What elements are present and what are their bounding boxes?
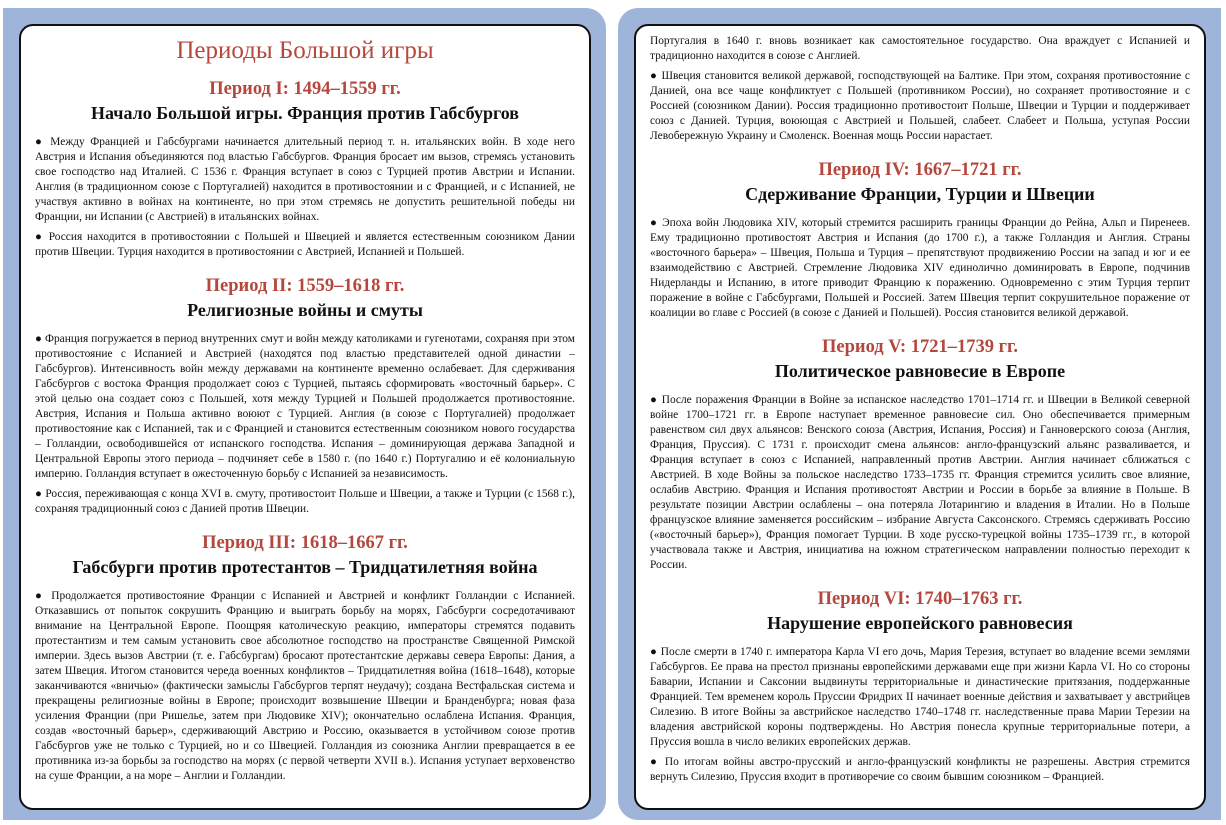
period-heading: Период VI: 1740–1763 гг. xyxy=(817,589,1023,609)
paragraph: ● После смерти в 1740 г. императора Карла VI его дочь, Мария Терезия, вступает во владение всеми землями Габсбургов. Ее права на престол признаны европейскими державами еще при жизни Карла VI. Но со стороны Баварии, Испании и Саксонии выдвинуты территориальные и династические притязания, поддержанные Францией. Тем временем король Пруссии Фридрих II начинает военные действия и захватывает у австрийцев Силезию. В итоге Войны за австрийское наследство 1740–1748 гг. наследственные права Марии Терезии на владения австрийской короны подтверждены. Но Австрия понесла крупные территориальные потери, а Пруссия вошла в число великих европейских держав. xyxy=(650,646,1190,748)
period-subtitle: Сдерживание Франции, Турции и Швеции xyxy=(745,184,1095,204)
paragraph: ● Франция погружается в период внутренних смут и войн между католиками и гугенотами, сохраняя при этом противостояние с Испанией и Австрией (находятся под властью представителей одной династии – Габсбургов). Интенсивность войн между державами на континенте временно ослабевает. Для сдерживания Габсбургов с востока Франция продолжает союз с Турцией, пытаясь сформировать «восточный барьер». С этой целью она создает союз с Польшей, хотя между Турцией и Польшей продолжается противостояние. Австрия, Испания и Польша активно воюют с Турцией. Англия (в союзе с Португалией) продолжает противостояние как с Испанией, так и с Францией и становится естественным союзником нового государства – Голландии, освободившейся от испанского господства. Испания – доминирующая держава Западной и Центральной Европы этого периода – подчиняет себе в 1580 г. (по 1640 г.) Португалию и её колониальную империю. Голландия вступает в ожесточенную борьбу с Испанией за независимость. xyxy=(35,333,575,480)
page-title: Периоды Большой игры xyxy=(176,37,434,64)
period-4 xyxy=(650,159,1190,321)
paragraph: ● Швеция становится великой державой, господствующей на Балтике. При этом, сохраняя противостояние с Данией, она все чаще конфликтует с Польшей (противником России), но сохраняет противостояние и с Россией (союзником Дании). Россия традиционно противостоит Польше, Швеции и Турции и поддерживает союз с Данией. Турция, воюющая с Австрией и Польшей, слабеет. Слабеет и Польша, уступая России Левобережную Украину и Смоленск. Военная мощь России нарастает. xyxy=(650,70,1190,142)
paragraph: ● Между Францией и Габсбургами начинается длительный период т. н. итальянских войн. В ходе него Австрия и Испания объединяются под властью Габсбургов. Франция бросает им вызов, стремясь установить свое господство над Италией. С 1536 г. Франция вступает в союз с Турцией против Австрии и Испании. Англия (в традиционном союзе с Португалией) находится в противостоянии и с Францией, и с Испанией, не участвуя активно в войнах на континенте, но при этом стремясь не допустить решительной победы ни Франции, ни Испании (с Австрией) в итальянских войнах. xyxy=(35,136,575,223)
period-1 xyxy=(35,78,575,260)
period-heading: Период IV: 1667–1721 гг. xyxy=(818,160,1022,180)
period-6 xyxy=(650,588,1190,785)
period-heading: Период V: 1721–1739 гг. xyxy=(822,337,1018,357)
paragraph: ● По итогам войны австро-прусский и англо-французский конфликты не разрешены. Австрия стремится вернуть Силезию, Пруссия входит в противоречие со своим бывшим союзником – Францией. xyxy=(650,756,1190,783)
period-subtitle: Начало Большой игры. Франция против Габсбургов xyxy=(91,103,519,123)
period-subtitle: Габсбурги против протестантов – Тридцатилетняя война xyxy=(72,557,538,577)
period-5 xyxy=(650,336,1190,573)
period-heading: Период I: 1494–1559 гг. xyxy=(209,79,401,99)
paragraph: ● Эпоха войн Людовика XIV, который стремится расширить границы Франции до Рейна, Альп и Пиренеев. Ему традиционно противостоят Австрия и Испания (до 1700 г.), а также Голландия и Англия. Страны «восточного барьера» – Швеция, Польша и Турция – препятствуют продвижению России на запад и юг и ее взаимодействию с Австрией. Стремление Людовика XIV единолично доминировать в Европе, подчинив Нидерланды и Испанию, в итоге приводит Францию к поражению. Одновременно с этим Турция терпит поражение в войне с Габсбургами, Польшей и Россией. Затем Швеция терпит сокрушительное поражение от коалиции во главе с Россией (в союзе с Данией и Польшей). Россия становится великой державой. xyxy=(650,217,1190,319)
period-subtitle: Нарушение европейского равновесия xyxy=(767,613,1073,633)
paragraph: ● Россия находится в противостоянии с Польшей и Швецией и является естественным союзником Дании против Швеции. Турция находится в противостоянии с Австрией, Испанией и Польшей. xyxy=(35,231,575,258)
paragraph: ● Продолжается противостояние Франции с Испанией и Австрией и конфликт Голландии с Испанией. Отказавшись от попыток сокрушить Францию и выиграть борьбу на морях, Габсбурги сосредотачивают внимание на Центральной Европе. Поощряя католическую реакцию, императоры стремятся подавить протестантизм и тем самым установить свое абсолютное господство на пространстве Священной Римской империи. Здесь вызов Австрии (т. е. Габсбургам) бросают протестантские державы севера Европы: Дания, а затем Швеция. Итогом становится череда военных конфликтов – Тридцатилетняя война (1618–1648), которые заканчиваются «вничью» (фактически замыслы Габсбургов терпят неудачу); создана Вестфальская система и прекращены религиозные войны в Европе; происходит возвышение Швеции и Бранденбурга; новая фаза усиления Франции (при Ришелье, затем при Людовике XIV); окончательно ослаблена Испания. Франция, создав «восточный барьер», сдерживающий Австрию и Россию, оказывается в устойчивом союзе против Габсбургов уже не только с Турцией, но и со Швецией. Голландия из союзника Англии превращается в ее противника из-за борьбы за господство на морях (с первой четверти XVII в.). Испания уступает верховенство на суше Франции, а на море – Англии и Голландии. xyxy=(35,590,575,782)
paragraph: ● Россия, переживающая с конца XVI в. смуту, противостоит Польше и Швеции, а также и Турции (с 1568 г.), сохраняя традиционный союз с Данией против Швеции. xyxy=(35,488,575,515)
paragraph: ● После поражения Франции в Войне за испанское наследство 1701–1714 гг. и Швеции в Великой северной войне 1700–1721 гг. в Европе наступает временное равновесие сил. Оно обеспечивается примерным равенством сил двух альянсов: Венского союза (Австрия, Испания, Россия) и Ганноверского союза (Англия, Франция, Пруссия). С 1731 г. происходит смена альянсов: англо-французский альянс разваливается, и Франция вступает в союз с Испанией, направленный против Австрии. Англия начинает сближаться с Австрией. В ходе Войны за польское наследство 1733–1735 гг. Франция стремится усилить свое влияние, ослабив Австрию. Франция и Испания противостоят Австрии и России в борьбе за влияние в Польше. В результате позиции Австрии ослаблены – она потеряла Лотарингию и владения в Италии. Но в Польше французское влияние заменяется российским – избрание Августа Саксонского. Стремясь сдерживать Россию («восточный барьер»), Франция помогает Турции. В ходе русско-турецкой войны 1735–1739 гг., в которой участвовала также и Австрия, инициатива на южном стратегическом направлении полностью переходит к России. xyxy=(650,394,1190,571)
period-subtitle: Политическое равновесие в Европе xyxy=(774,361,1066,381)
period-heading: Период III: 1618–1667 гг. xyxy=(202,533,408,553)
period-3 xyxy=(35,532,575,784)
paragraph: Португалия в 1640 г. вновь возникает как самостоятельное государство. Она враждует с Испанией и традиционно находится в союзе с Англией. xyxy=(650,35,1190,62)
right-card xyxy=(634,24,1206,810)
period-subtitle: Религиозные войны и смуты xyxy=(187,300,423,320)
period-heading: Период II: 1559–1618 гг. xyxy=(205,276,405,296)
right-page-frame xyxy=(618,8,1221,820)
left-page-frame xyxy=(3,8,606,820)
left-card xyxy=(19,24,591,810)
period-2 xyxy=(35,275,575,517)
